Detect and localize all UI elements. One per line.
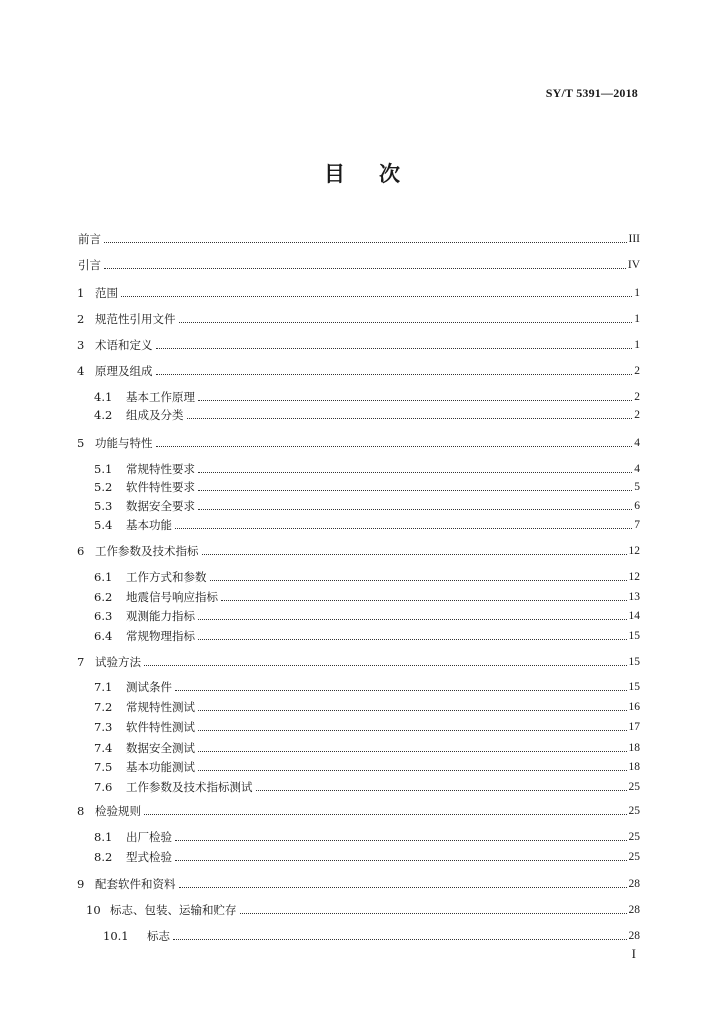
toc-entry-title: 标志 [147, 929, 170, 943]
toc-entry-page: 2 [634, 365, 640, 377]
toc-entry-title: 基本工作原理 [126, 390, 195, 404]
toc-entry[interactable] [77, 540, 640, 558]
toc-entry[interactable] [77, 651, 640, 669]
toc-leader-dots [198, 509, 632, 510]
toc-entry[interactable] [76, 228, 640, 246]
toc-entry-title: 基本功能测试 [126, 760, 195, 774]
toc-leader-dots [156, 348, 633, 349]
toc-entry-title: 出厂检验 [126, 830, 172, 844]
toc-entry-number: 8.2 [94, 850, 113, 864]
toc-leader-dots [179, 322, 633, 323]
toc-entry-page: 1 [634, 313, 640, 325]
toc-entry-number: 7.3 [94, 720, 113, 734]
toc-entry-number: 1 [77, 286, 85, 300]
toc-leader-dots [198, 619, 627, 620]
toc-entry-page: 4 [634, 463, 640, 475]
toc-entry-number: 7 [77, 655, 85, 669]
toc-entry-title: 软件特性要求 [126, 480, 195, 494]
toc-leader-dots [104, 268, 626, 269]
toc-leader-dots [198, 472, 632, 473]
toc-entry-title: 规范性引用文件 [95, 312, 176, 326]
toc-entry-title: 配套软件和资料 [95, 877, 176, 891]
toc-entry[interactable] [94, 756, 640, 774]
toc-entry[interactable] [94, 386, 640, 404]
toc-entry-page: 18 [628, 742, 640, 754]
toc-leader-dots [175, 860, 627, 861]
toc-entry-number: 4.2 [94, 408, 113, 422]
toc-entry-number: 4.1 [94, 390, 113, 404]
toc-entry-title: 工作方式和参数 [126, 570, 207, 584]
toc-entry-number: 5.3 [94, 499, 113, 513]
toc-entry-title: 检验规则 [95, 804, 141, 818]
toc-entry[interactable] [77, 873, 640, 891]
toc-entry[interactable] [77, 360, 640, 378]
toc-entry-page: 25 [628, 781, 640, 793]
toc-entry-title: 组成及分类 [126, 408, 184, 422]
toc-leader-dots [240, 913, 627, 914]
toc-entry-number: 8 [77, 804, 85, 818]
toc-entry-title: 常规特性测试 [126, 700, 195, 714]
toc-entry-page: IV [627, 259, 640, 271]
toc-entry-page: 13 [628, 591, 640, 603]
toc-entry-page: 18 [628, 761, 640, 773]
toc-entry-page: 12 [628, 545, 640, 557]
toc-entry-title: 标志、包装、运输和贮存 [110, 903, 237, 917]
toc-entry-title: 前言 [78, 232, 101, 246]
title-char-right: 次 [379, 162, 400, 186]
toc-entry-page: 15 [628, 681, 640, 693]
toc-entry-title: 地震信号响应指标 [126, 590, 218, 604]
toc-entry-page: 4 [634, 437, 640, 449]
toc-leader-dots [179, 887, 627, 888]
page-title [0, 158, 724, 188]
toc-entry-number: 6.1 [94, 570, 113, 584]
toc-entry-title: 工作参数及技术指标测试 [126, 780, 253, 794]
toc-entry-page: 7 [634, 519, 640, 531]
toc-entry-number: 7.4 [94, 741, 113, 755]
toc-entry[interactable] [94, 514, 640, 532]
toc-entry-title: 观测能力指标 [126, 609, 195, 623]
toc-entry[interactable] [94, 676, 640, 694]
toc-entry-number: 6 [77, 544, 85, 558]
toc-entry-page: 5 [634, 481, 640, 493]
page-number: I [631, 946, 636, 961]
toc-entry-number: 7.5 [94, 760, 113, 774]
toc-entry[interactable] [76, 254, 640, 272]
toc-entry-title: 测试条件 [126, 680, 172, 694]
toc-entry-number: 2 [77, 312, 85, 326]
toc-entry[interactable] [77, 432, 640, 450]
toc-entry[interactable] [77, 282, 640, 300]
toc-entry[interactable] [94, 605, 640, 623]
toc-entry-page: III [628, 233, 640, 245]
toc-entry-title: 功能与特性 [95, 436, 153, 450]
toc-entry-page: 15 [628, 630, 640, 642]
toc-entry-page: 12 [628, 571, 640, 583]
toc-entry-page: 1 [634, 339, 640, 351]
toc-entry-number: 7.2 [94, 700, 113, 714]
toc-entry[interactable] [94, 404, 640, 422]
toc-entry-title: 数据安全测试 [126, 741, 195, 755]
toc-entry-number: 6.2 [94, 590, 113, 604]
toc-entry-number: 3 [77, 338, 85, 352]
toc-entry-number: 5 [77, 436, 85, 450]
toc-leader-dots [175, 840, 627, 841]
toc-entry[interactable] [94, 846, 640, 864]
toc-entry[interactable] [94, 495, 640, 513]
toc-entry[interactable] [94, 458, 640, 476]
toc-entry[interactable] [94, 716, 640, 734]
toc-leader-dots [198, 490, 632, 491]
toc-entry[interactable] [94, 776, 640, 794]
toc-entry-title: 基本功能 [126, 518, 172, 532]
toc-leader-dots [198, 710, 627, 711]
toc-entry-title: 原理及组成 [95, 364, 153, 378]
toc-entry-page: 28 [628, 878, 640, 890]
toc-entry-title: 术语和定义 [95, 338, 153, 352]
toc-entry[interactable] [94, 826, 640, 844]
toc-leader-dots [256, 790, 627, 791]
toc-entry-page: 28 [628, 930, 640, 942]
toc-leader-dots [187, 418, 633, 419]
toc-entry[interactable] [94, 476, 640, 494]
toc-leader-dots [173, 939, 627, 940]
toc-entry-number: 7.1 [94, 680, 113, 694]
toc-entry-page: 16 [628, 701, 640, 713]
toc-entry-page: 1 [634, 287, 640, 299]
toc-entry-page: 6 [634, 500, 640, 512]
toc-leader-dots [121, 296, 632, 297]
toc-leader-dots [202, 554, 627, 555]
toc-entry-number: 6.3 [94, 609, 113, 623]
toc-leader-dots [104, 242, 627, 243]
toc-entry-title: 范围 [95, 286, 118, 300]
toc-entry-number: 9 [77, 877, 85, 891]
title-char-left: 目 [324, 162, 345, 186]
toc-entry[interactable] [77, 334, 640, 352]
toc-leader-dots [198, 400, 632, 401]
toc-entry-title: 引言 [78, 258, 101, 272]
toc-entry-title: 型式检验 [126, 850, 172, 864]
toc-leader-dots [175, 528, 632, 529]
toc-entry-page: 25 [628, 831, 640, 843]
toc-entry-number: 8.1 [94, 830, 113, 844]
toc-entry-title: 试验方法 [95, 655, 141, 669]
toc-entry-title: 软件特性测试 [126, 720, 195, 734]
toc-leader-dots [198, 751, 627, 752]
toc-entry-title: 数据安全要求 [126, 499, 195, 513]
toc-leader-dots [175, 690, 627, 691]
toc-entry-number: 5.2 [94, 480, 113, 494]
standard-code: SY/T 5391—2018 [545, 86, 638, 100]
toc-entry[interactable] [77, 308, 640, 326]
toc-entry-page: 2 [634, 391, 640, 403]
toc-leader-dots [210, 580, 627, 581]
toc-entry-number: 10.1 [103, 929, 129, 943]
toc-entry-title: 工作参数及技术指标 [95, 544, 199, 558]
toc-entry[interactable] [94, 586, 640, 604]
toc-entry[interactable] [94, 566, 640, 584]
toc-entry[interactable] [103, 925, 640, 943]
toc-entry-number: 10 [86, 903, 101, 917]
toc-entry[interactable] [94, 737, 640, 755]
toc-leader-dots [221, 600, 627, 601]
toc-leader-dots [198, 639, 627, 640]
toc-entry-title: 常规物理指标 [126, 629, 195, 643]
toc-entry-title: 常规特性要求 [126, 462, 195, 476]
toc-entry-page: 17 [628, 721, 640, 733]
toc-leader-dots [198, 770, 627, 771]
toc-leader-dots [144, 814, 627, 815]
toc-entry-page: 25 [628, 805, 640, 817]
toc-entry-page: 2 [634, 409, 640, 421]
toc-entry[interactable] [77, 800, 640, 818]
toc-entry-number: 5.1 [94, 462, 113, 476]
toc-leader-dots [156, 374, 633, 375]
toc-entry-page: 14 [628, 610, 640, 622]
toc-entry[interactable] [86, 899, 640, 917]
toc-entry-page: 25 [628, 851, 640, 863]
toc-entry-number: 5.4 [94, 518, 113, 532]
toc-entry-number: 7.6 [94, 780, 113, 794]
toc-entry[interactable] [94, 625, 640, 643]
toc-entry-page: 28 [628, 904, 640, 916]
toc-leader-dots [156, 446, 633, 447]
toc-entry[interactable] [94, 696, 640, 714]
toc-leader-dots [144, 665, 627, 666]
toc-entry-number: 6.4 [94, 629, 113, 643]
toc-leader-dots [198, 730, 627, 731]
toc-entry-number: 4 [77, 364, 85, 378]
toc-entry-page: 15 [628, 656, 640, 668]
